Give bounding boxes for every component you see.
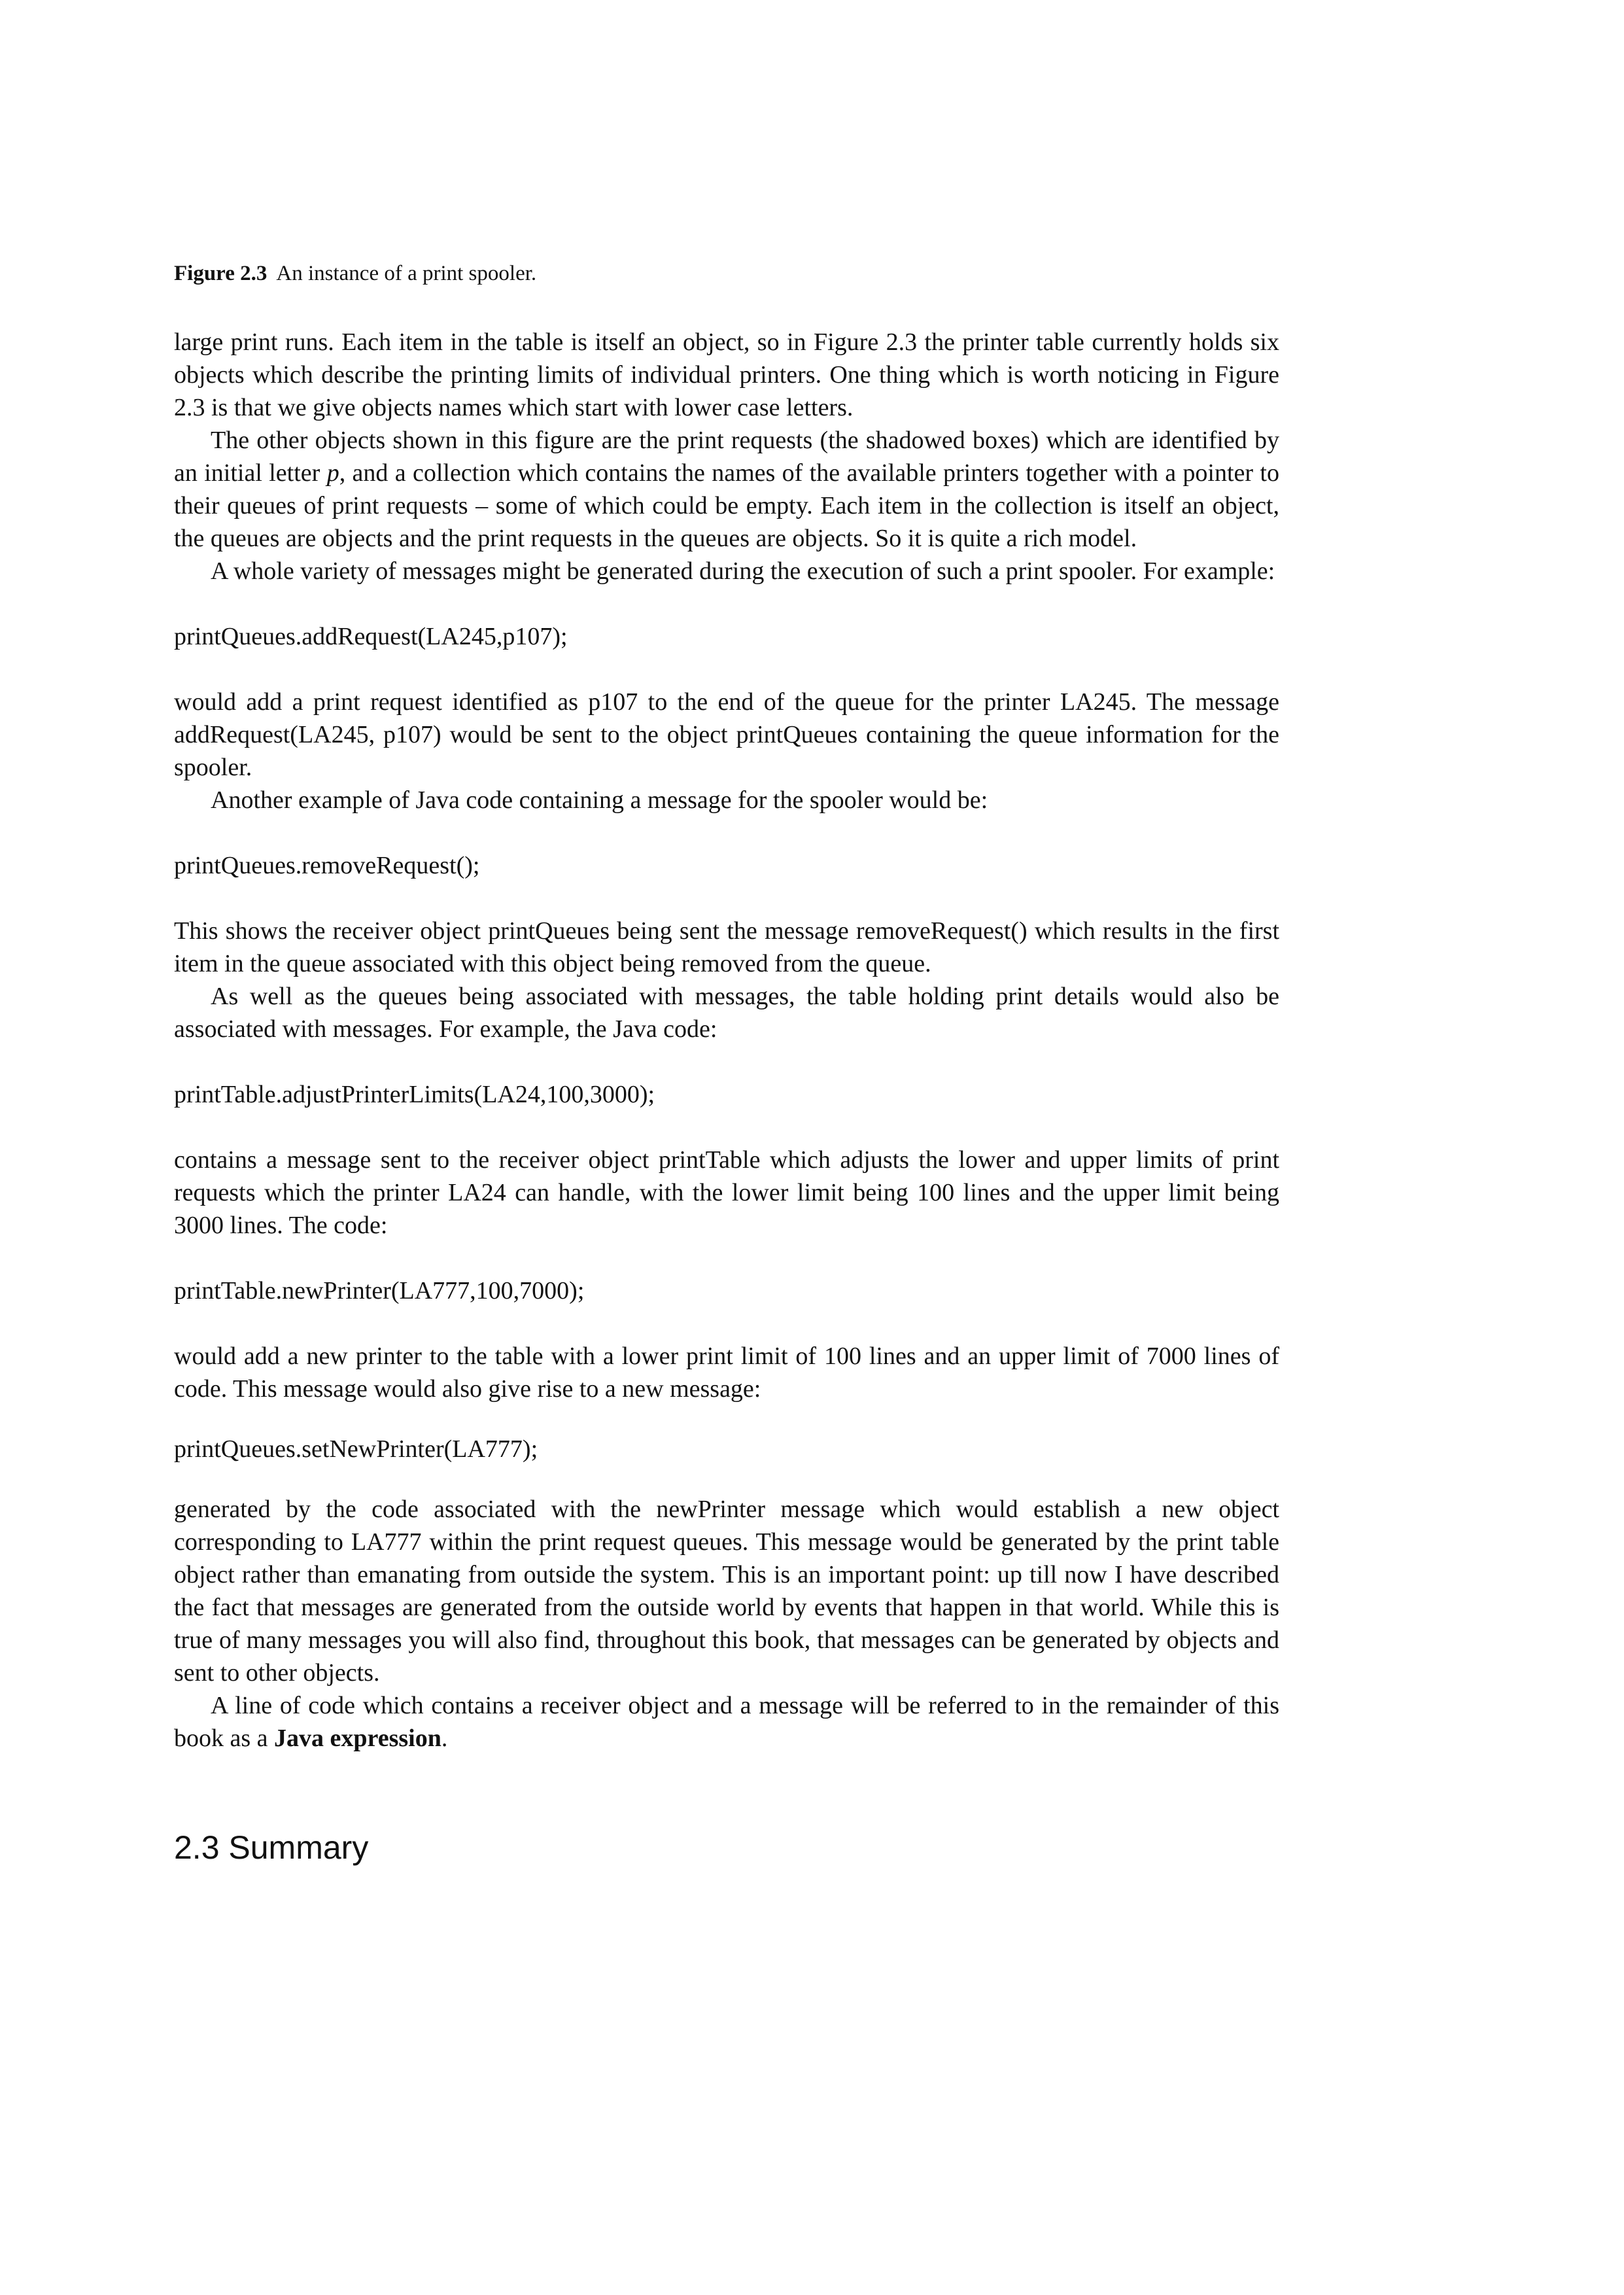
paragraph-adjust-limits-explanation: contains a message sent to the receiver object printTable which adjusts the lower and upper limits of print requests which the printer LA24 can handle, with the lower limit being 100 lines and the upper limit being 3000 lines. The code: — [174, 1146, 1279, 1239]
figure-caption — [174, 259, 1279, 288]
paragraph-remove-request-explanation: This shows the receiver object printQueues being sent the message removeRequest() which results in the first item in the queue associated with this object being removed from the queue. — [174, 917, 1279, 977]
code-add-request: printQueues.addRequest(LA245,p107); — [174, 623, 568, 650]
paragraph-generated-messages: generated by the code associated with the newPrinter message which would establish a new object corresponding to LA777 within the print request queues. This message would be generated by the print table object rather than emanating from outside the system. This is an important point: up till now I have described the fact that messages are generated from the outside world by events that happen in that world. While this is true of many messages you will also find, throughout this book, that messages can be generated by objects and sent to other objects. — [174, 1496, 1279, 1687]
code-adjust-limits: printTable.adjustPrinterLimits(LA24,100,3000); — [174, 1081, 655, 1108]
figure-label: Figure 2.3 — [174, 262, 268, 285]
code-remove-request: printQueues.removeRequest(); — [174, 852, 480, 879]
java-expression-term: Java expression — [274, 1725, 441, 1752]
paragraph-messages-intro: A whole variety of messages might be generated during the execution of such a print spooler. For example: — [211, 557, 1275, 585]
paragraph-table-messages: As well as the queues being associated with messages, the table holding print details would also be associated with messages. For example, the Java code: — [174, 983, 1279, 1043]
document-page — [174, 259, 1279, 1895]
paragraph-continuation: large print runs. Each item in the table is itself an object, so in Figure 2.3 the printer table currently holds six objects which describe the printing limits of individual printers. One thing which is worth noticing in Figure 2.3 is that we give objects names which start with lower case letters. — [174, 328, 1279, 421]
paragraph-other-objects-text-2: , and a collection which contains the names of the available printers together with a pointer to their queues of print requests – some of which could be empty. Each item in the collection is itself an object, the queues are objects and the print requests in the queues are objects. So it is quite a rich model. — [174, 459, 1279, 552]
section-heading-summary: 2.3 Summary — [174, 1829, 369, 1866]
paragraph-another-example: Another example of Java code containing a message for the spooler would be: — [211, 786, 988, 814]
paragraph-java-expression-end: . — [441, 1725, 448, 1752]
initial-letter-variable: p — [326, 459, 339, 487]
paragraph-java-expression — [174, 1689, 1279, 1755]
paragraph-add-request-explanation: would add a print request identified as p107 to the end of the queue for the printer LA245. The message addRequest(LA245, p107) would be sent to the object printQueues containing the queue information for the spooler. — [174, 688, 1279, 781]
figure-caption-text: An instance of a print spooler. — [276, 262, 537, 285]
paragraph-new-printer-explanation: would add a new printer to the table with a lower print limit of 100 lines and an upper limit of 7000 lines of code. This message would also give rise to a new message: — [174, 1342, 1279, 1403]
paragraph-java-expression-text: A line of code which contains a receiver object and a message will be referred to in the remainder of this book as a — [174, 1692, 1279, 1752]
paragraph-other-objects-text-1: The other objects shown in this figure are the print requests (the shadowed boxes) which are identified by an initial letter — [174, 427, 1279, 487]
code-set-new-printer: printQueues.setNewPrinter(LA777); — [174, 1435, 538, 1463]
code-new-printer: printTable.newPrinter(LA777,100,7000); — [174, 1277, 585, 1305]
paragraph-other-objects — [174, 424, 1279, 555]
